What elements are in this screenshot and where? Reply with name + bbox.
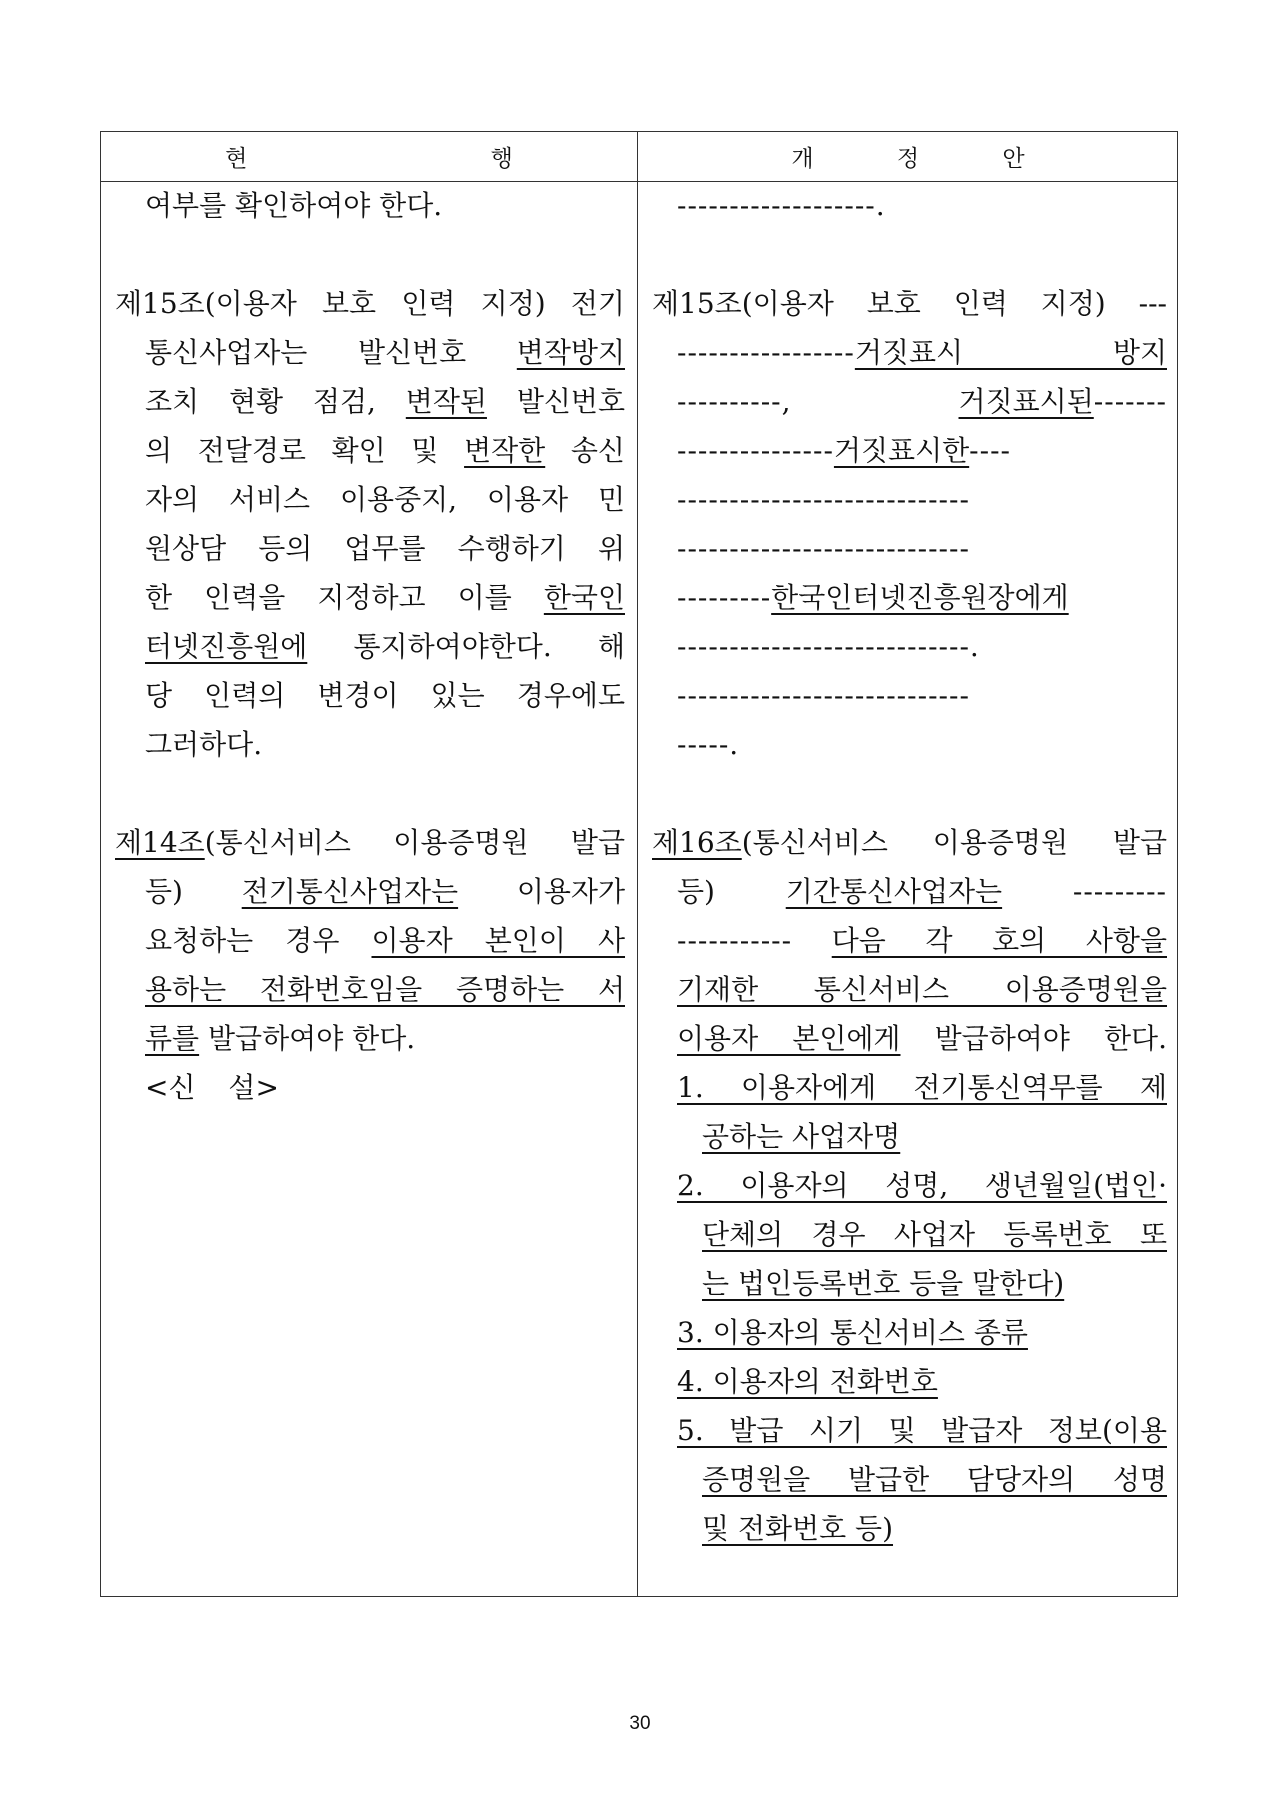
current-line: 조치 현황 점검, 변작된 발신번호 bbox=[145, 385, 626, 418]
blank-line bbox=[652, 769, 1167, 818]
current-line: 터넷진흥원에 통지하여야한다. 해 bbox=[145, 630, 625, 663]
underlined-text: 다음 각 호의 사항을 bbox=[831, 924, 1167, 957]
underlined-text: 제14조 bbox=[115, 826, 205, 859]
underlined-text: 이용자 본인이 사 bbox=[371, 924, 626, 957]
underlined-text: 4. 이용자의 전화번호 bbox=[677, 1365, 938, 1398]
current-line: 요청하는 경우 이용자 본인이 사 bbox=[145, 924, 626, 957]
proposed-line: ---------------------------- bbox=[677, 679, 970, 712]
blank-line bbox=[652, 230, 1167, 279]
underlined-text: 및 전화번호 등) bbox=[702, 1512, 894, 1545]
underlined-text: 1. 이용자에게 전기통신역무를 제 bbox=[677, 1071, 1167, 1104]
underlined-text: 변작한 bbox=[464, 434, 546, 467]
list-item-4 bbox=[652, 1357, 1167, 1406]
current-line: 여부를 확인하여야 한다. bbox=[145, 189, 443, 222]
proposed-line: 등) 기간통신사업자는 --------- bbox=[677, 875, 1168, 908]
blank-line bbox=[115, 769, 625, 818]
blank-line bbox=[115, 230, 625, 279]
proposed-column bbox=[652, 181, 1167, 1553]
underlined-text: 터넷진흥원에 bbox=[145, 630, 308, 663]
list-item-3 bbox=[652, 1308, 1167, 1357]
current-line: 자의 서비스 이용중지, 이용자 민 bbox=[145, 483, 625, 516]
underlined-text: 한국인터넷진흥원장에게 bbox=[771, 581, 1069, 614]
current-line: 통신사업자는 발신번호 변작방지 bbox=[145, 336, 625, 369]
underlined-text: 거짓표시 방지 bbox=[854, 336, 1167, 369]
underlined-text: 기재한 통신서비스 이용증명원을 bbox=[677, 973, 1167, 1006]
proposed-line: 이용자 본인에게 발급하여야 한다. bbox=[677, 1022, 1167, 1055]
underlined-text: 용하는 전화번호임을 증명하는 서 bbox=[145, 973, 625, 1006]
current-line: 의 전달경로 확인 및 변작한 송신 bbox=[145, 434, 625, 467]
list-item-2-cont bbox=[652, 1210, 1167, 1259]
current-line: 당 인력의 변경이 있는 경우에도 bbox=[145, 679, 625, 712]
current-line: 원상담 등의 업무를 수행하기 위 bbox=[145, 532, 625, 565]
header-current bbox=[101, 132, 637, 181]
current-line: 등) 전기통신사업자는 이용자가 bbox=[145, 875, 626, 908]
underlined-text: 5. 발급 시기 및 발급자 정보(이용 bbox=[677, 1414, 1167, 1447]
underlined-text: 기간통신사업자는 bbox=[785, 875, 1003, 908]
current-line bbox=[115, 965, 625, 1014]
current-column bbox=[115, 181, 625, 1112]
underlined-text: 변작된 bbox=[405, 385, 487, 418]
underlined-text: 2. 이용자의 성명, 생년월일(법인· bbox=[677, 1169, 1167, 1202]
proposed-line: ---------------------------- bbox=[677, 483, 970, 516]
underlined-text: 공하는 사업자명 bbox=[702, 1120, 901, 1153]
comparison-table bbox=[100, 131, 1178, 1597]
header-current-label: 현 행 bbox=[225, 146, 631, 172]
article-14-heading: 제14조(통신서비스 이용증명원 발급 bbox=[115, 826, 625, 859]
list-item-2-cont bbox=[652, 1259, 1167, 1308]
proposed-line: ----------------------------. bbox=[677, 630, 980, 663]
list-item-1 bbox=[652, 1063, 1167, 1112]
article-16-heading: 제16조(통신서비스 이용증명원 발급 bbox=[652, 826, 1167, 859]
list-item-2 bbox=[652, 1161, 1167, 1210]
current-line: 류를 발급하여야 한다. bbox=[145, 1022, 416, 1055]
underlined-text: 한국인 bbox=[543, 581, 625, 614]
page-number: 30 bbox=[629, 1713, 651, 1734]
proposed-line: -----. bbox=[677, 728, 740, 761]
column-divider bbox=[637, 132, 638, 1596]
proposed-line: ---------------------------- bbox=[677, 532, 970, 565]
list-item-5-cont bbox=[652, 1455, 1167, 1504]
proposed-line: -----------------거짓표시 방지 bbox=[677, 336, 1167, 369]
underlined-text: 거짓표시한 bbox=[833, 434, 970, 467]
article-15-heading: 제15조(이용자 보호 인력 지정) 전기 bbox=[115, 287, 625, 320]
proposed-line: -------------------. bbox=[677, 189, 886, 222]
underlined-text: 변작방지 bbox=[516, 336, 625, 369]
underlined-text: 단체의 경우 사업자 등록번호 또 bbox=[702, 1218, 1167, 1251]
proposed-line: ----------- 다음 각 호의 사항을 bbox=[677, 924, 1167, 957]
proposed-line: ----------, 거짓표시된------- bbox=[677, 385, 1167, 418]
underlined-text: 는 법인등록번호 등을 말한다) bbox=[702, 1267, 1065, 1300]
underlined-text: 이용자 본인에게 bbox=[677, 1022, 901, 1055]
list-item-1-cont bbox=[652, 1112, 1167, 1161]
article-15-heading-proposed: 제15조(이용자 보호 인력 지정) --- bbox=[652, 287, 1167, 320]
underlined-text: 증명원을 발급한 담당자의 성명 bbox=[702, 1463, 1167, 1496]
underlined-text: 류를 bbox=[145, 1022, 200, 1055]
proposed-line: ---------한국인터넷진흥원장에게 bbox=[677, 581, 1069, 614]
current-line: 한 인력을 지정하고 이를 한국인 bbox=[145, 581, 625, 614]
underlined-text: 3. 이용자의 통신서비스 종류 bbox=[677, 1316, 1028, 1349]
underlined-text: 제16조 bbox=[652, 826, 742, 859]
list-item-5-cont bbox=[652, 1504, 1167, 1553]
proposed-line: ---------------거짓표시한---- bbox=[677, 434, 1012, 467]
header-proposed bbox=[638, 132, 1178, 181]
current-line: 그러하다. bbox=[145, 728, 263, 761]
list-item-5 bbox=[652, 1406, 1167, 1455]
new-provision-marker: <신 설> bbox=[145, 1071, 279, 1104]
proposed-line bbox=[652, 965, 1167, 1014]
underlined-text: 거짓표시된 bbox=[958, 385, 1094, 418]
underlined-text: 전기통신사업자는 bbox=[241, 875, 459, 908]
header-proposed-label: 개 정 안 bbox=[791, 146, 1063, 172]
